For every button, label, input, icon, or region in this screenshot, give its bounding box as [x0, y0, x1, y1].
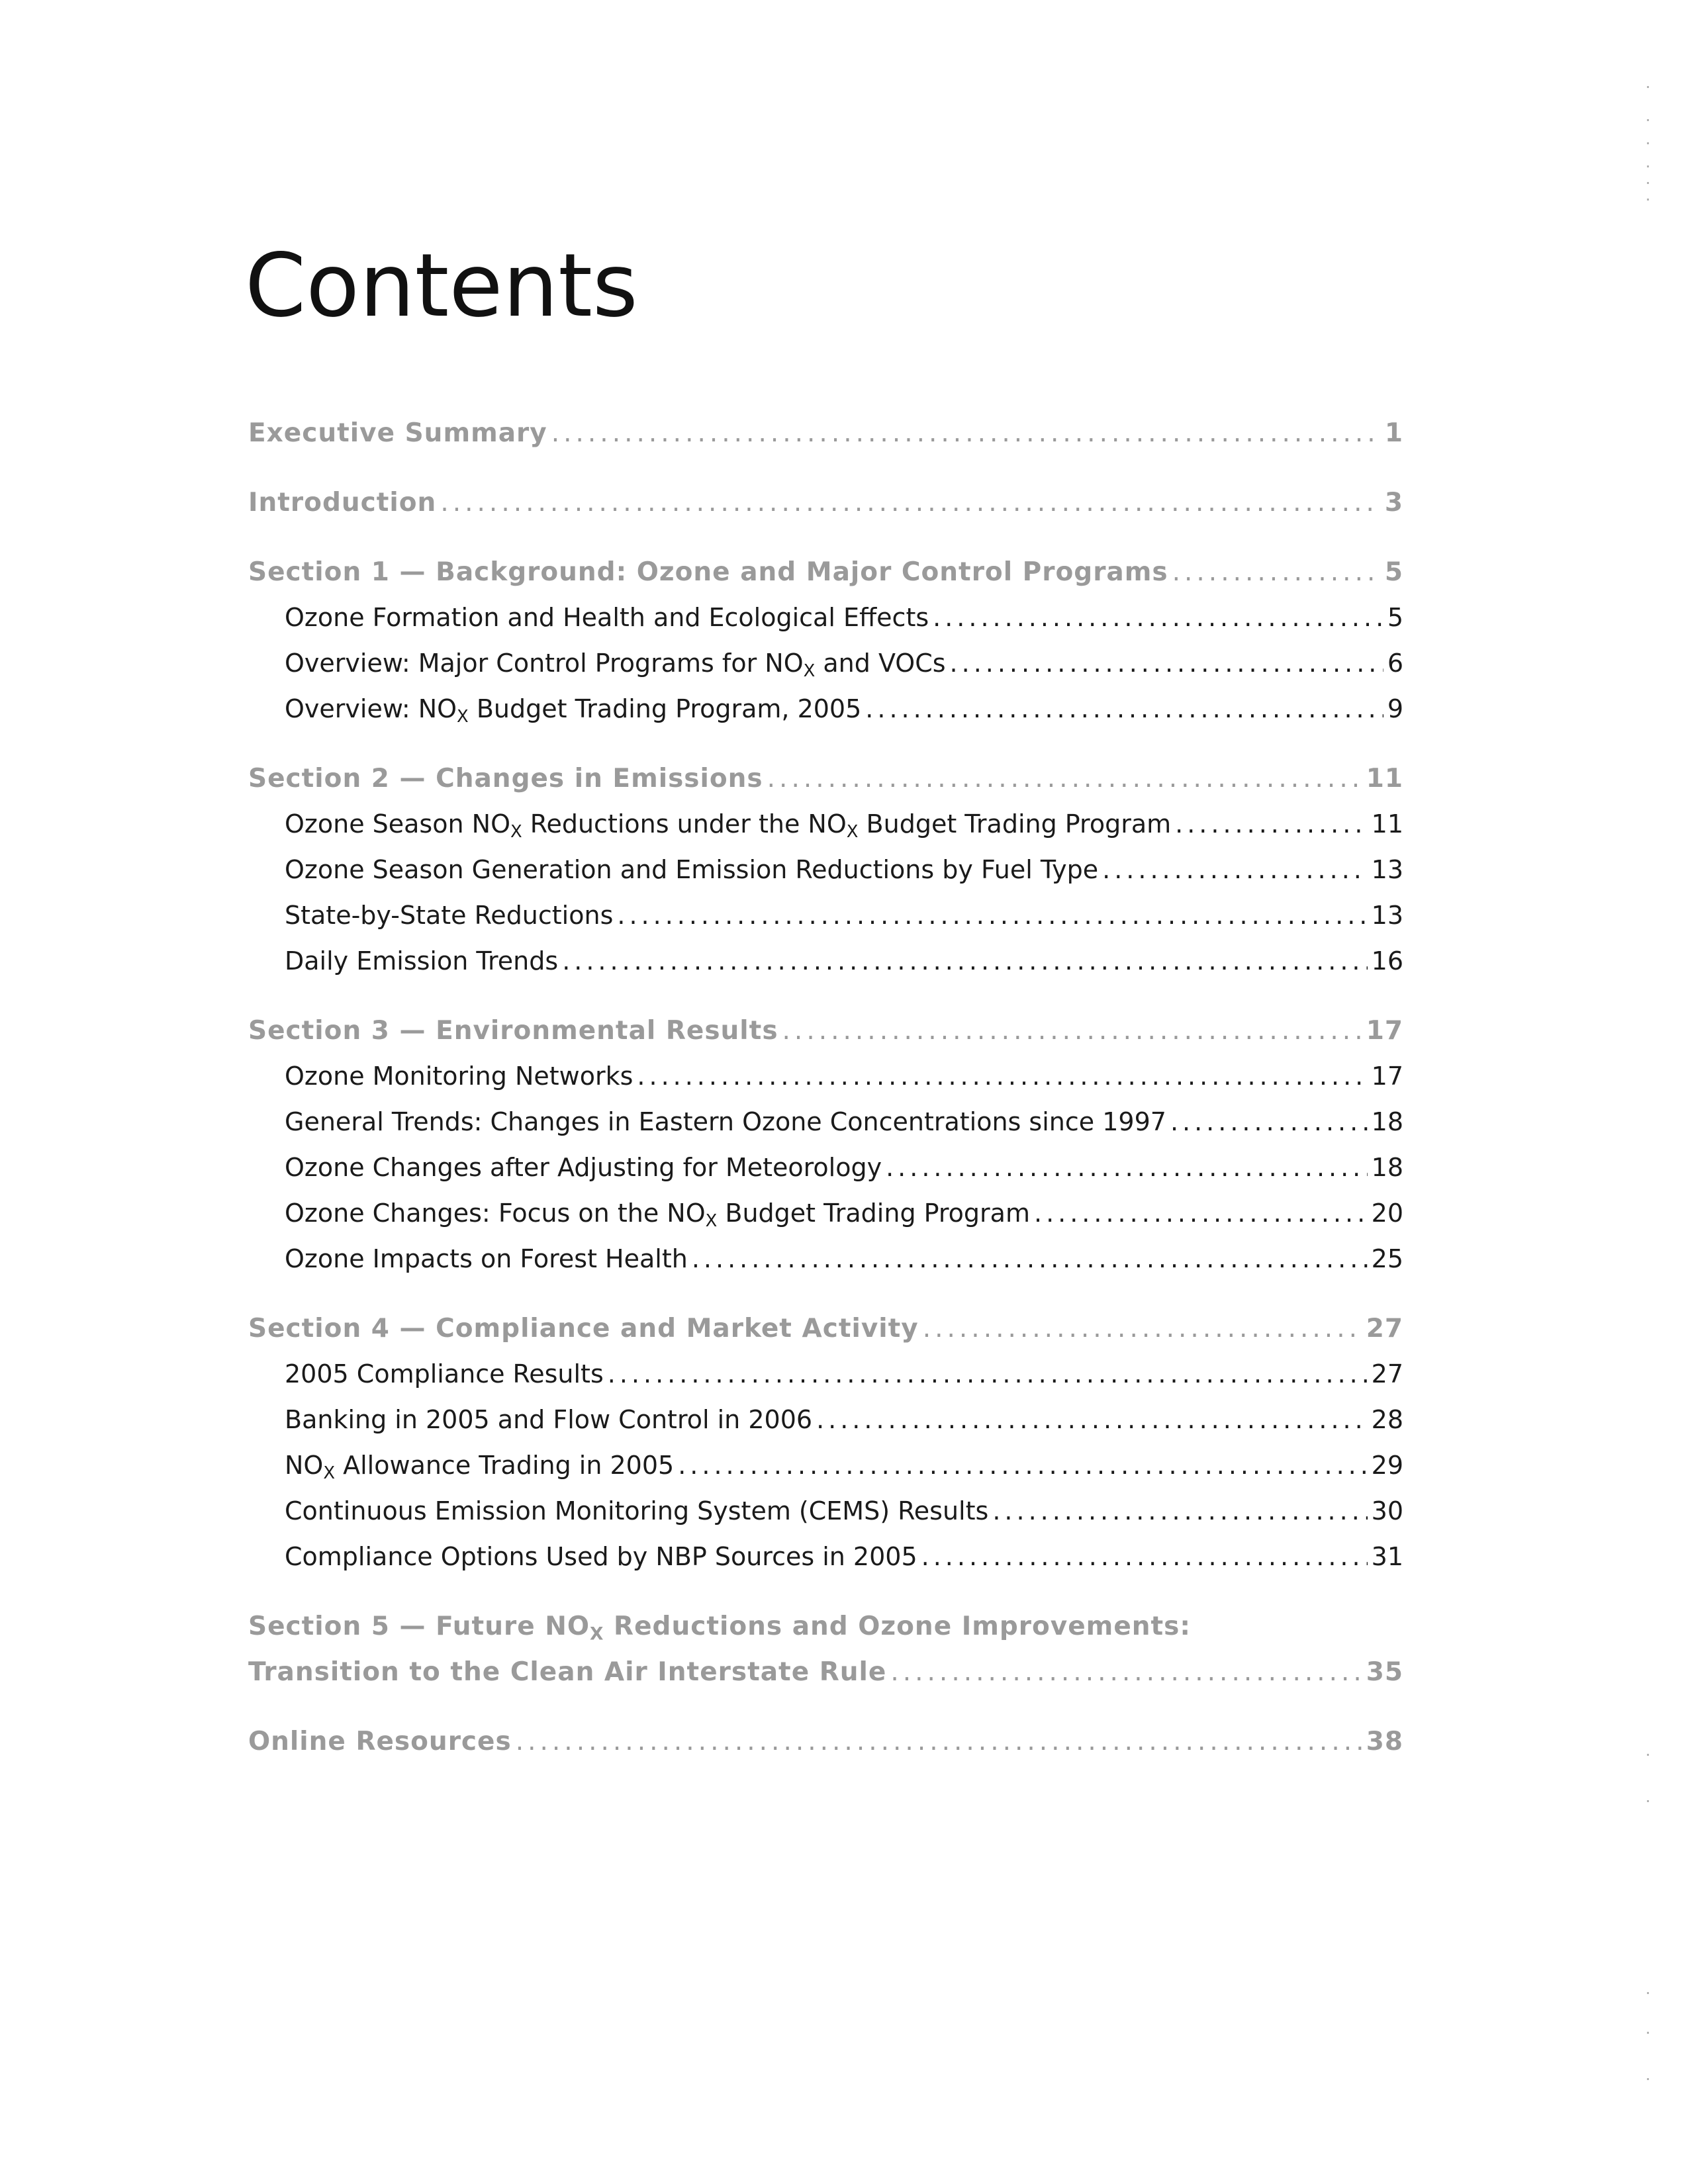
toc-subentry[interactable] [248, 1534, 1403, 1580]
toc-subentry-label: Banking in 2005 and Flow Control in 2006 [285, 1405, 813, 1434]
toc-subentry[interactable] [248, 1488, 1403, 1534]
dot-leader [692, 1236, 1368, 1282]
dot-leader [992, 1488, 1367, 1534]
toc-section-label: Section 5 — Future $NO_X$ Reductions and Ozone Improvements: [248, 1612, 1191, 1645]
toc-entry-executive-summary[interactable] [248, 410, 1403, 456]
toc-entry-label: Online Resources [248, 1727, 512, 1756]
toc-section-label: Section 2 — Changes in Emissions [248, 764, 763, 794]
toc-page-number: 16 [1371, 946, 1403, 976]
page-title: Contents [245, 235, 638, 337]
dot-leader [551, 410, 1381, 456]
toc-page-number: 27 [1371, 1359, 1403, 1388]
toc-page-number: 17 [1366, 1016, 1403, 1046]
dot-leader [1172, 549, 1381, 595]
scan-mark [1647, 182, 1649, 184]
toc-page-number: 38 [1366, 1727, 1403, 1756]
toc-subentry-label: Overview: $NO_X$ Budget Trading Program, 2005 [285, 694, 862, 727]
dot-leader [1102, 847, 1368, 893]
dot-leader [1170, 1099, 1368, 1145]
scan-mark [1647, 119, 1649, 121]
toc-subentry[interactable] [248, 641, 1403, 686]
toc-subentry-label: Ozone Changes: Focus on the $NO_X$ Budget Trading Program [285, 1199, 1030, 1232]
dot-leader [923, 1306, 1362, 1351]
toc-subentry[interactable] [248, 801, 1403, 847]
dot-leader [440, 480, 1381, 525]
toc-section-4[interactable] [248, 1306, 1403, 1351]
toc-page-number: 18 [1371, 1107, 1403, 1136]
table-of-contents [248, 410, 1403, 1764]
dot-leader [816, 1397, 1368, 1443]
scan-mark [1647, 2078, 1649, 2080]
toc-page-number: 11 [1371, 809, 1403, 839]
toc-subentry[interactable] [248, 686, 1403, 732]
toc-subentry-label: Ozone Changes after Adjusting for Meteorology [285, 1153, 882, 1182]
dot-leader [617, 893, 1367, 938]
toc-page-number: 13 [1371, 901, 1403, 930]
toc-subentry-label: General Trends: Changes in Eastern Ozone Concentrations since 1997 [285, 1107, 1166, 1136]
toc-subentry[interactable] [248, 1443, 1403, 1488]
toc-subentry-label: Overview: Major Control Programs for $NO_X$ and VOCs [285, 649, 946, 682]
scan-mark [1647, 142, 1649, 144]
toc-page-number: 13 [1371, 855, 1403, 884]
toc-section-3[interactable] [248, 1008, 1403, 1054]
toc-page-number: 5 [1384, 557, 1403, 587]
toc-entry-label: Executive Summary [248, 418, 547, 448]
dot-leader [767, 756, 1362, 801]
toc-subentry-label: Ozone Season $NO_X$ Reductions under the $NO_X$ Budget Trading Program [285, 809, 1172, 842]
scan-mark [1647, 1992, 1649, 1994]
toc-page-number: 11 [1366, 764, 1403, 794]
toc-section-1[interactable] [248, 549, 1403, 595]
toc-page-number: 25 [1371, 1244, 1403, 1273]
scan-mark [1647, 199, 1649, 201]
toc-subentry-label: State-by-State Reductions [285, 901, 614, 930]
toc-section-label: Section 4 — Compliance and Market Activity [248, 1314, 919, 1343]
toc-section-5-line-2[interactable] [248, 1649, 1403, 1695]
dot-leader [1175, 801, 1368, 847]
toc-page-number: 35 [1366, 1657, 1403, 1687]
toc-subentry[interactable] [248, 1191, 1403, 1236]
dot-leader [890, 1649, 1362, 1695]
toc-entry-label: Introduction [248, 488, 437, 518]
dot-leader [950, 641, 1383, 686]
toc-section-label: Section 3 — Environmental Results [248, 1016, 778, 1046]
toc-subentry-label: $NO_X$ Allowance Trading in 2005 [285, 1451, 675, 1484]
toc-page-number: 1 [1384, 418, 1403, 448]
toc-entry-online-resources[interactable] [248, 1719, 1403, 1764]
toc-section-5-line-1[interactable] [248, 1604, 1403, 1649]
scan-mark [1647, 1754, 1649, 1756]
toc-subentry[interactable] [248, 1397, 1403, 1443]
toc-subentry[interactable] [248, 938, 1403, 984]
toc-page-number: 18 [1371, 1153, 1403, 1182]
dot-leader [678, 1443, 1367, 1488]
toc-subentry[interactable] [248, 595, 1403, 641]
toc-page-number: 5 [1387, 603, 1403, 632]
toc-subentry-label: Ozone Formation and Health and Ecological Effects [285, 603, 929, 632]
dot-leader [608, 1351, 1368, 1397]
dot-leader [886, 1145, 1368, 1191]
toc-page-number: 17 [1371, 1062, 1403, 1091]
dot-leader [516, 1719, 1362, 1764]
scan-mark [1647, 165, 1649, 167]
toc-subentry-label: 2005 Compliance Results [285, 1359, 604, 1388]
dot-leader [1034, 1191, 1368, 1236]
toc-page-number: 20 [1371, 1199, 1403, 1228]
toc-subentry[interactable] [248, 1054, 1403, 1099]
toc-page-number: 3 [1384, 488, 1403, 518]
toc-subentry-label: Ozone Season Generation and Emission Reductions by Fuel Type [285, 855, 1099, 884]
toc-subentry-label: Continuous Emission Monitoring System (CEMS) Results [285, 1496, 989, 1525]
toc-page-number: 9 [1387, 694, 1403, 723]
scan-mark [1647, 1800, 1649, 1802]
scan-mark [1647, 2032, 1649, 2034]
toc-subentry[interactable] [248, 1236, 1403, 1282]
dot-leader [865, 686, 1383, 732]
toc-page-number: 28 [1371, 1405, 1403, 1434]
toc-section-label: Transition to the Clean Air Interstate Rule [248, 1657, 887, 1687]
toc-subentry[interactable] [248, 1351, 1403, 1397]
toc-page-number: 31 [1371, 1542, 1403, 1571]
toc-subentry[interactable] [248, 893, 1403, 938]
toc-page-number: 29 [1371, 1451, 1403, 1480]
toc-subentry-label: Ozone Impacts on Forest Health [285, 1244, 688, 1273]
toc-section-2[interactable] [248, 756, 1403, 801]
toc-entry-introduction[interactable] [248, 480, 1403, 525]
scan-mark [1647, 86, 1649, 88]
toc-section-label: Section 1 — Background: Ozone and Major Control Programs [248, 557, 1168, 587]
toc-subentry-label: Daily Emission Trends [285, 946, 559, 976]
toc-page-number: 6 [1387, 649, 1403, 678]
toc-subentry[interactable] [248, 1099, 1403, 1145]
dot-leader [562, 938, 1367, 984]
dot-leader [637, 1054, 1367, 1099]
toc-subentry[interactable] [248, 847, 1403, 893]
toc-subentry[interactable] [248, 1145, 1403, 1191]
dot-leader [933, 595, 1383, 641]
toc-page-number: 30 [1371, 1496, 1403, 1525]
toc-subentry-label: Ozone Monitoring Networks [285, 1062, 633, 1091]
dot-leader [782, 1008, 1362, 1054]
toc-page-number: 27 [1366, 1314, 1403, 1343]
dot-leader [921, 1534, 1368, 1580]
toc-subentry-label: Compliance Options Used by NBP Sources in 2005 [285, 1542, 917, 1571]
